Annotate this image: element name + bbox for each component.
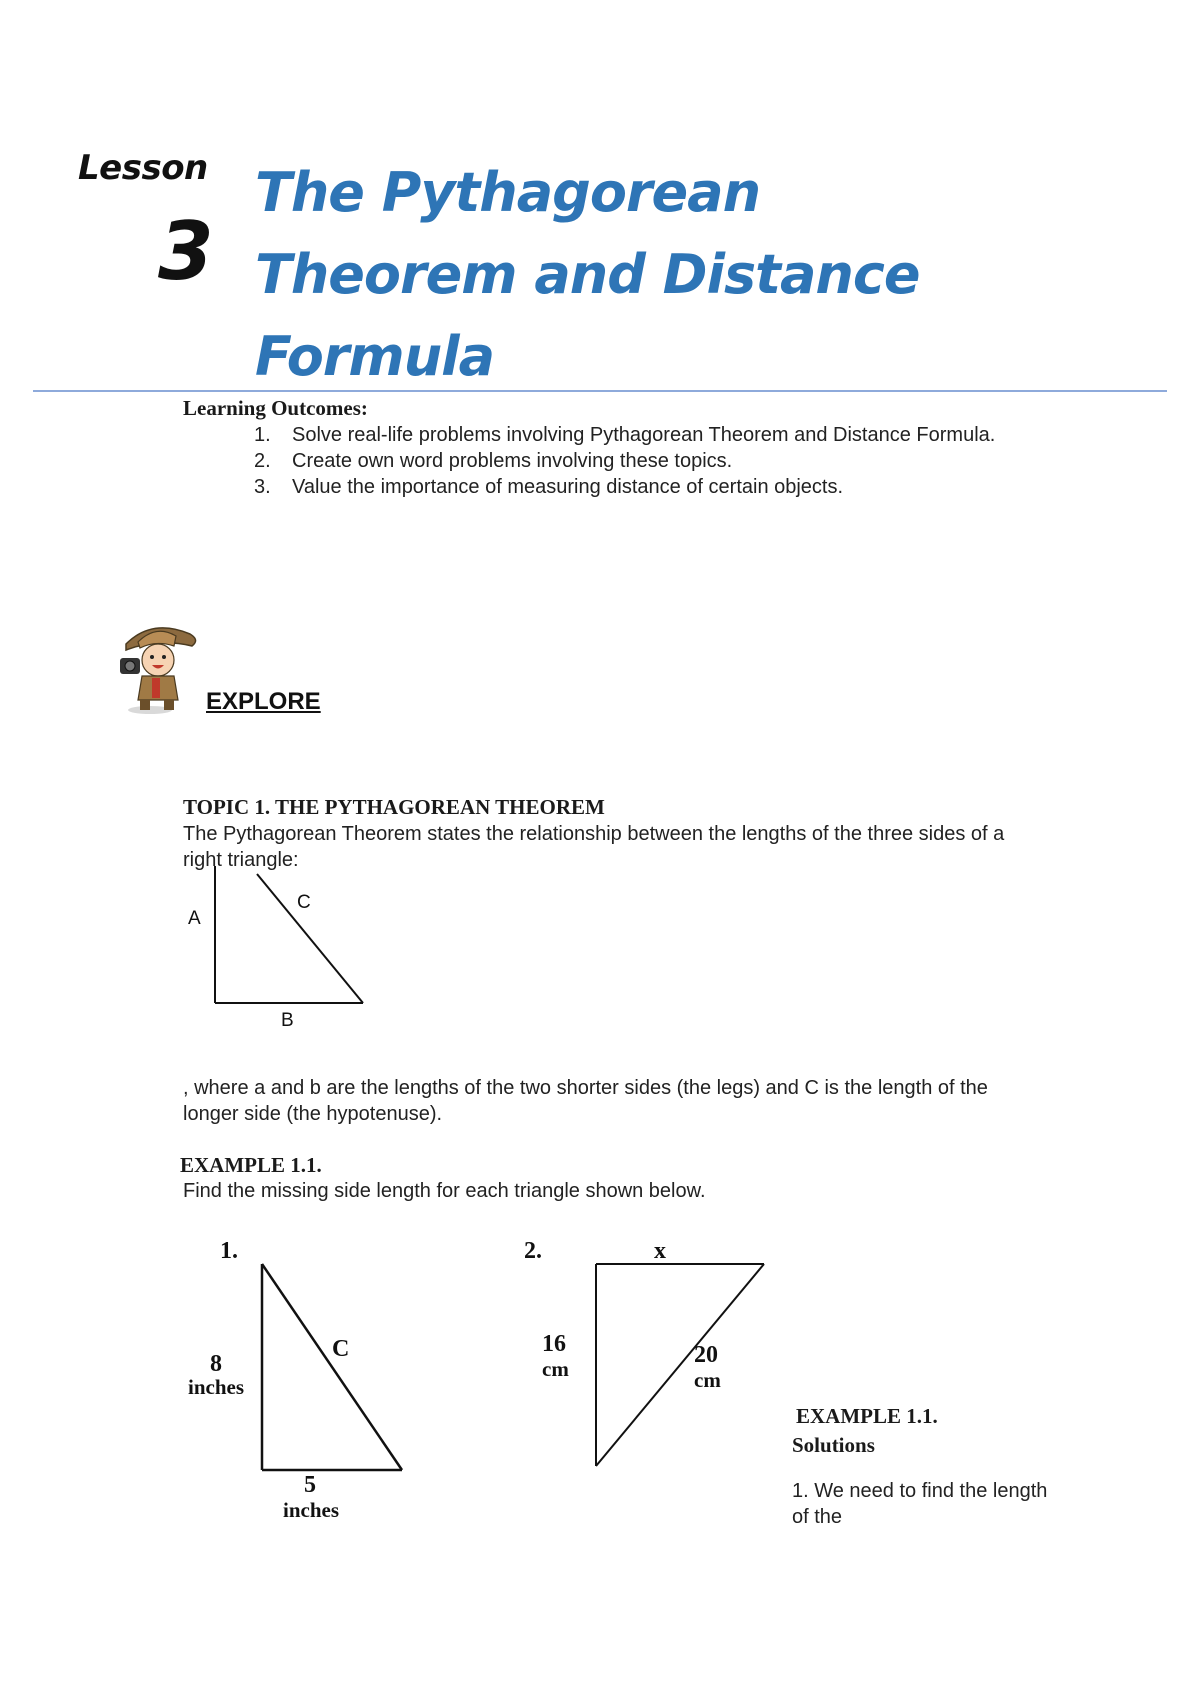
list-item-text: Create own word problems involving these topics. <box>292 450 733 472</box>
right-triangle-diagram <box>185 862 375 1032</box>
list-item-text: Value the importance of measuring distance of certain objects. <box>292 476 844 498</box>
list-item-text: Solve real-life problems involving Pythagorean Theorem and Distance Formula. <box>292 424 996 446</box>
list-item-number: 3. <box>254 476 271 498</box>
explorer-with-camera-icon <box>112 612 206 716</box>
solutions-heading-line-2: Solutions <box>792 1433 875 1457</box>
topic-intro: The Pythagorean Theorem states the relationship between the lengths of the three sides of a right triangle: <box>183 823 1005 871</box>
list-item-number: 1. <box>254 424 271 446</box>
top-side-label: x <box>654 1238 666 1264</box>
vertical-side-value: 16 <box>542 1331 566 1357</box>
learning-outcomes-label: Learning Outcomes: <box>183 396 368 420</box>
figure-number: 1. <box>220 1238 238 1264</box>
hypotenuse-unit: cm <box>694 1368 721 1392</box>
hypotenuse-label: C <box>332 1336 350 1362</box>
solutions-heading-line-1: EXAMPLE 1.1. <box>796 1404 938 1428</box>
hypotenuse-value: 20 <box>694 1342 718 1368</box>
title-line-2: Theorem and Distance <box>255 243 920 306</box>
list-item <box>254 474 1014 500</box>
side-a-label: A <box>188 908 201 929</box>
figure-number: 2. <box>524 1238 542 1264</box>
lesson-number: 3 <box>158 205 214 298</box>
learning-outcomes-list <box>254 422 1014 500</box>
vertical-side-unit: inches <box>188 1375 245 1399</box>
title-line-1: The Pythagorean <box>255 161 761 224</box>
topic-heading: TOPIC 1. THE PYTHAGOREAN THEOREM <box>183 795 605 819</box>
base-unit: inches <box>283 1498 340 1522</box>
topic-explanation: , where a and b are the lengths of the two shorter sides (the legs) and C is the length of the longer side (the hypotenuse). <box>183 1077 988 1125</box>
title-line-3: Formula <box>255 325 495 388</box>
lesson-label: Lesson <box>78 148 208 188</box>
page-title <box>255 152 1055 398</box>
example-heading: EXAMPLE 1.1. <box>180 1153 322 1177</box>
solutions-text: 1. We need to find the length of the <box>792 1480 1048 1528</box>
side-c-label: C <box>297 892 311 913</box>
header-divider <box>33 390 1167 392</box>
example-triangle-1 <box>180 1230 440 1530</box>
list-item <box>254 448 1014 474</box>
vertical-side-unit: cm <box>542 1357 569 1381</box>
list-item-number: 2. <box>254 450 271 472</box>
example-instruction: Find the missing side length for each triangle shown below. <box>183 1180 706 1202</box>
list-item <box>254 422 1014 448</box>
example-triangle-2 <box>520 1230 780 1480</box>
explore-heading: EXPLORE <box>206 688 321 715</box>
vertical-side-value: 8 <box>210 1351 222 1377</box>
side-b-label: B <box>281 1010 294 1031</box>
base-value: 5 <box>304 1472 316 1498</box>
solutions-heading <box>792 1402 938 1460</box>
